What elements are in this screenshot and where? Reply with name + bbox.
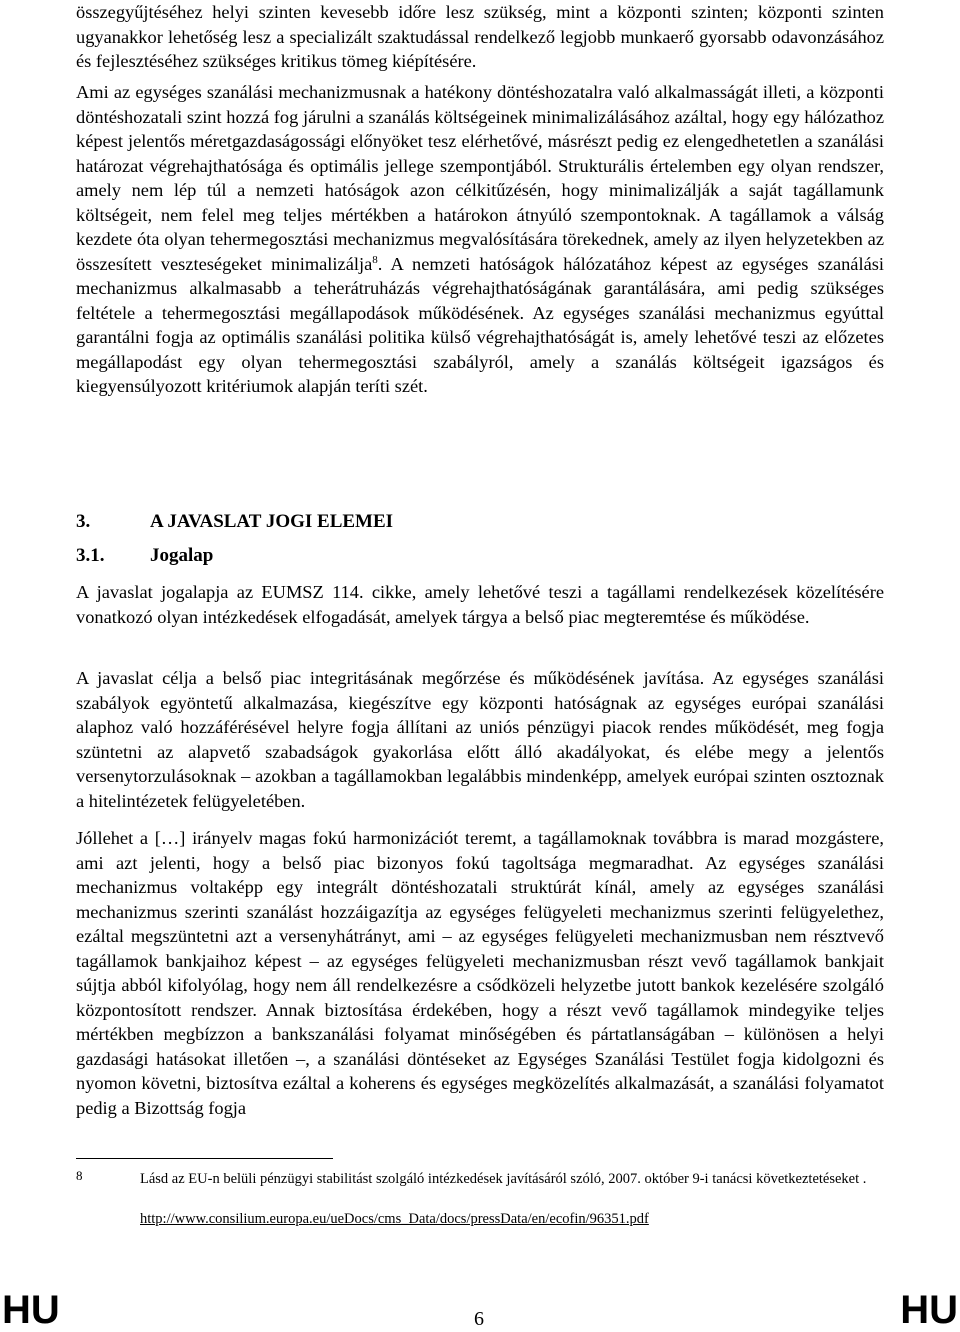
paragraph-harmonization: Jóllehet a […] irányelv magas fokú harmonizációt teremt, a tagállamoknak továbbra is marad mozgástere, ami azt jelenti, hogy a belső piac bizonyos fokú tagoltsága megmaradhat. Az egységes szanálási mechanizmus voltaképp egy integrált döntéshozatali struktúrát kínál, amely az egységes szanálási mechanizmus szerinti szanálást hozzáigazítja az egységes felügyeleti mechanizmus szerinti felügyelethez, ezáltal megszüntetni azt a versenyhátrányt, ami – az egységes felügyeleti mechanizmusban nem résztvevő tagállamok bankjaihoz képest – az egységes felügyeleti mechanizmusban részt vevő tagállamok bankjait sújtja abból kifolyólag, hogy nem áll rendelkezésre a csődközeli helyzetbe jutott bankok kezelésére szolgáló központosított rendszer. Annak biztosítása érdekében, hogy a részt vevő tagállamok mindegyike teljes mértékben megbízzon a bankszanálási folyamat minőségében és pártatlanságában – különösen a helyi gazdasági hatásokat illetően –, a szanálási döntéseket az Egységes Szanálási Testület fogja kidolgozni és nyomon követni, biztosítva ezáltal a koherens és egységes megközelítés alkalmazását, a szanálási folyamatot pedig a Bizottság fogja — [76, 828, 884, 1118]
subsection-title: Jogalap — [150, 545, 214, 566]
paragraph-legal-basis: A javaslat jogalapja az EUMSZ 114. cikke, amely lehetővé teszi a tagállami rendelkezések közelítésére vonatkozó olyan intézkedések elfogadását, amelyek tárgya a belső piac megteremtése és működése. — [76, 582, 884, 627]
section-heading — [76, 511, 393, 533]
language-code-left: HU — [2, 1288, 60, 1332]
footnote-divider — [76, 1158, 333, 1159]
subsection-heading — [76, 545, 213, 567]
language-code-right: HU — [900, 1288, 958, 1332]
page-number: 6 — [474, 1308, 484, 1330]
subsection-number: 3.1. — [76, 545, 105, 566]
section-title: A JAVASLAT JOGI ELEMEI — [150, 511, 394, 532]
paragraph-text-part2: . A nemzeti hatóságok hálózatához képest az egységes szanálási mechanizmus alkalmasabb a teherátruházás végrehajthatóságának garantálására, ami pedig szükséges feltétele a tehermegosztási megállapodások működésének. Az egységes szanálási mechanizmus egyúttal garantálni fogja az optimális szanálási politika külső végrehajthatóságát is, amely lehetővé teszi az előzetes megállapodást egy olyan tehermegosztási szabályról, amely a szanálás költségeit igazságos és kiegyensúlyozott kritériumok alapján teríti szét. — [76, 253, 885, 396]
footnote-link[interactable]: http://www.consilium.europa.eu/ueDocs/cms_Data/docs/pressData/en/ecofin/96351.pdf — [140, 1211, 649, 1227]
continuation-paragraph: összegyűjtéséhez helyi szinten kevesebb időre lesz szükség, mint a központi szinten; központi szinten ugyanakkor lehetőség lesz a specializált szaktudással rendelkező legjobb munkaerő gyorsabb odavonzásához és fejlesztéséhez szükséges kritikus tömeg kiépítésére. — [76, 2, 884, 71]
footnote-text: Lásd az EU-n belüli pénzügyi stabilitást szolgáló intézkedések javításáról szóló, 2007. október 9-i tanácsi következtetéseket . — [140, 1171, 867, 1187]
paragraph-text-part1: Ami az egységes szanálási mechanizmusnak a hatékony döntéshozatalra való alkalmasságát illeti, a központi döntéshozatali szint hozzá fog járulni a szanálás költségeinek minimalizálásához azáltal, hogy egy hálózathoz képest jelentős méretgazdaságossági előnyöket tesz elérhetővé, másrészt pedig ez elengedhetetlen a szanálási határozat végrehajthatósága és optimális jellege szempontjából. Strukturális értelemben egy olyan rendszer, amely nem lép túl a nemzeti hatóságok azon célkitűzésén, hogy minimalizálják a saját tagállamunk költségeit, nem felel meg teljes mértékben a határokon átnyúló szempontoknak. A tagállamok a válság kezdete óta olyan tehermegosztási mechanizmus megvalósítására törekednek, amely az ilyen helyzetekben az összesített veszteségeket minimalizálja — [76, 82, 884, 274]
section-number: 3. — [76, 511, 91, 532]
footnote-reference[interactable]: 8 — [372, 253, 378, 266]
paragraph-decision-making — [76, 80, 884, 399]
footnote-number: 8 — [76, 1168, 83, 1183]
paragraph-objective: A javaslat célja a belső piac integritásának megőrzése és működésének javítása. Az egységes szanálási szabályok egyöntetű alkalmazása, kiegészítve egy központi hatóságnak az egységes európai szanálási alaphoz való hozzáférésével helyre fogja állítani az uniós pénzügyi piacok rendes működését, meg fogja szüntetni az alapvető szabadságok gyakorlása előtt álló akadályokat, és elébe megy a jelentős versenytorzulásoknak – azokban a tagállamokban legalábbis mindenképp, amelyek európai szinten osztoznak a hitelintézetek felügyeletében. — [76, 668, 884, 811]
